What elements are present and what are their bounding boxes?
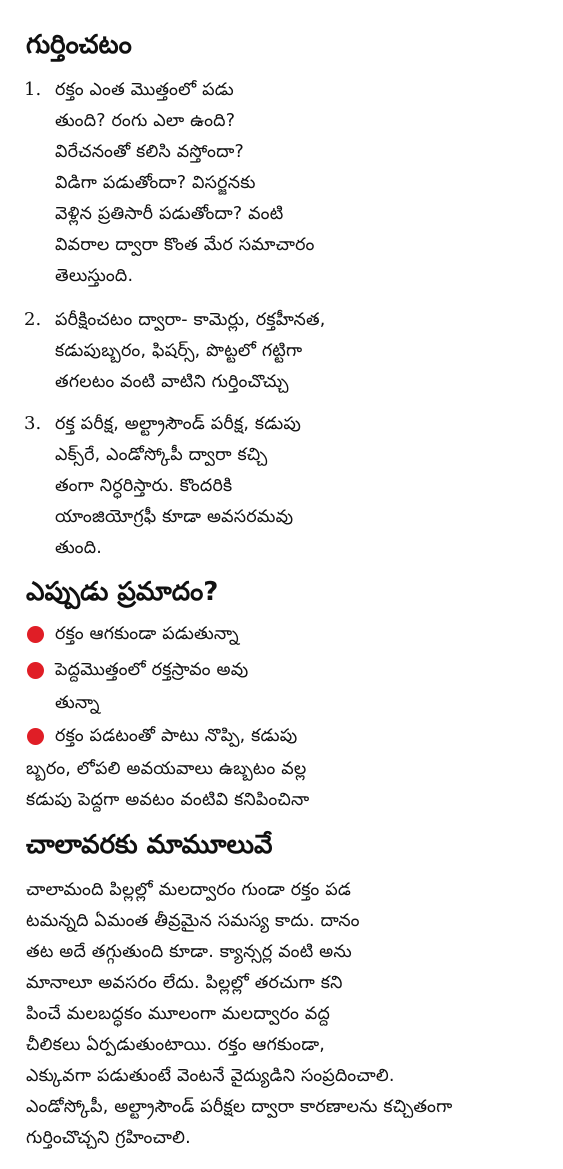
common-line-5: పించే మలబద్ధకం మూలంగా మలద్వారం వద్ద: [26, 1004, 331, 1024]
item-3-line-3: తంగా నిర్ధరిస్తారు. కొందరికి: [55, 476, 233, 496]
common-line-3: తట అదే తగ్గుతుంది కూడా. క్యాన్సర్ల వంటి అను: [26, 942, 352, 962]
common-line-7: ఎక్కువగా పడుతుంటే వెంటనే వైద్యుడిని సంప్రదించాలి.: [26, 1066, 395, 1086]
item-1-line-5: వెళ్లిన ప్రతిసారీ పడుతోందా? వంటి: [55, 204, 284, 224]
item-1-line-3: విరేచనంతో కలిసి వస్తోందా?: [55, 142, 244, 162]
common-line-9: గుర్తించొచ్చని గ్రహించాలి.: [26, 1128, 191, 1148]
danger-bullet-3-line-3: కడుపు పెద్దగా అవటం వంటివి కనిపించినా: [26, 790, 310, 810]
common-line-1: చాలామంది పిల్లల్లో మలద్వారం గుండా రక్తం పడ: [26, 880, 352, 900]
section-heading-common: చాలావరకు మామూలువే: [26, 830, 273, 860]
item-number-3: 3.: [24, 413, 42, 434]
section-heading-danger: ఎప్పుడు ప్రమాదం?: [26, 577, 219, 607]
item-3-line-4: యాంజియోగ్రఫీ కూడా అవసరమవు: [55, 507, 294, 527]
red-bullet-icon: [27, 626, 44, 643]
danger-bullet-3-line-2: బ్బరం, లోపలి అవయవాలు ఉబ్బటం వల్ల: [26, 759, 307, 779]
item-1-line-6: వివరాల ద్వారా కొంత మేర సమాచారం: [55, 235, 315, 255]
item-number-1: 1.: [24, 79, 42, 100]
item-3-line-1: రక్త పరీక్ష, అల్ట్రాసౌండ్ పరీక్ష, కడుపు: [55, 414, 302, 434]
item-1-line-7: తెలుస్తుంది.: [55, 266, 134, 286]
red-bullet-icon: [27, 662, 44, 679]
red-bullet-icon: [27, 728, 44, 745]
danger-bullet-2-line-2: తున్నా: [55, 693, 100, 713]
common-line-2: టమన్నది ఏమంత తీవ్రమైన సమస్య కాదు. దానం: [26, 911, 360, 931]
danger-bullet-1-line-1: రక్తం ఆగకుండా పడుతున్నా: [55, 624, 239, 644]
section-heading-detect: గుర్తించటం: [26, 30, 132, 60]
item-1-line-1: రక్తం ఎంత మొత్తంలో పడు: [55, 80, 234, 100]
item-3-line-2: ఎక్స్‌రే, ఎండోస్కోపీ ద్వారా కచ్చి: [55, 445, 268, 465]
danger-bullet-3-line-1: రక్తం పడటంతో పాటు నొప్పి, కడుపు: [55, 726, 298, 746]
item-number-2: 2.: [24, 309, 42, 330]
danger-bullet-2-line-1: పెద్దమొత్తంలో రక్తస్రావం అవు: [55, 660, 249, 680]
item-2-line-3: తగలటం వంటి వాటిని గుర్తించొచ్చు: [55, 372, 289, 392]
item-2-line-1: పరీక్షించటం ద్వారా- కామెర్లు, రక్తహీనత,: [55, 310, 326, 330]
common-line-8: ఎండోస్కోపీ, అల్ట్రాసౌండ్ పరీక్షల ద్వారా కారణాలను కచ్చితంగా: [26, 1097, 453, 1117]
common-line-4: మానాలూ అవసరం లేదు. పిల్లల్లో తరచుగా కని: [26, 973, 343, 993]
item-1-line-4: విడిగా పడుతోందా? విసర్జనకు: [55, 173, 256, 193]
common-line-6: చీలికలు ఏర్పడుతుంటాయి. రక్తం ఆగకుండా,: [26, 1035, 326, 1055]
item-2-line-2: కడుపుబ్బరం, ఫిషర్స్, పొట్టలో గట్టిగా: [55, 341, 303, 361]
item-3-line-5: తుంది.: [55, 538, 103, 558]
item-1-line-2: తుంది? రంగు ఎలా ఉంది?: [55, 111, 236, 131]
